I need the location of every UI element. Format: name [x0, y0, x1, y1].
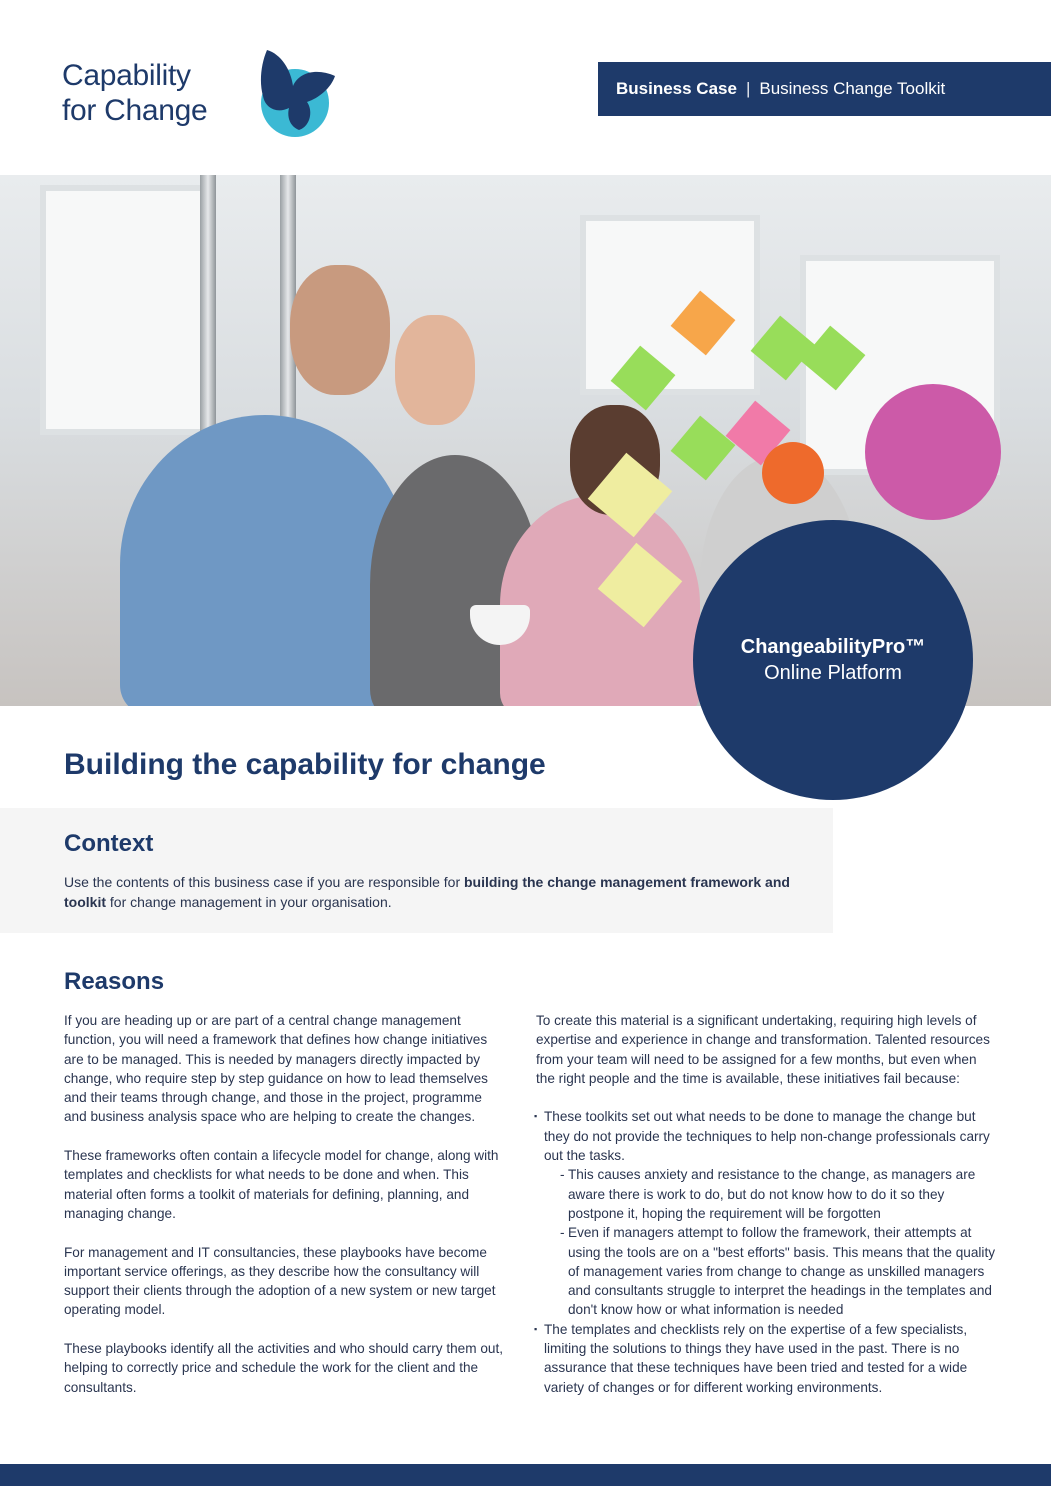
sub-bullet-item: - This causes anxiety and resistance to the change, as managers are aware there is work to do, but do not know how to do it so they postpone it, hoping the requirement will be forgotten [536, 1165, 996, 1223]
person-head [290, 265, 390, 395]
reasons-heading: Reasons [64, 968, 165, 995]
context-text-part: Use the contents of this business case if you are responsible for [64, 874, 464, 890]
doc-type-label: Business Case [616, 79, 737, 98]
paragraph: If you are heading up or are part of a central change management function, you will need a framework that defines how change initiatives are to be managed. This is needed by managers directly impacted by change, who require step by step guidance on how to lead themselves and their teams through change, and those in the project, programme and business analysis space who are helping to create the changes. [64, 1013, 488, 1125]
banner-separator: | [745, 79, 751, 98]
context-text [64, 872, 794, 912]
context-text-part: for change management in your organisation. [106, 894, 392, 910]
logo-line1: Capability [62, 59, 191, 92]
logo-text [62, 58, 207, 128]
series-label: Business Change Toolkit [759, 79, 946, 98]
person-head [395, 315, 475, 425]
badge-product-name: ChangeabilityPro™ [740, 636, 926, 658]
paragraph: These playbooks identify all the activities and who should carry them out, helping to correctly price and schedule the work for the client and the consultants. [64, 1341, 504, 1395]
reasons-left-column [64, 1011, 504, 1416]
orange-decor-circle [762, 442, 824, 504]
page-title: Building the capability for change [64, 748, 546, 781]
person-woman-pink [500, 495, 700, 706]
capability-for-change-logo [62, 48, 352, 138]
person-man-denim [120, 415, 410, 706]
badge-subtitle: Online Platform [764, 662, 902, 684]
context-text-bold: building the change management framework and toolkit [64, 874, 790, 910]
context-heading: Context [64, 830, 154, 857]
bullet-item: ▪ The templates and checklists rely on the expertise of a few specialists, limiting the solutions to things they have used in the past. There is no assurance that these techniques have been tried and tested for a wide variety of changes or for different working environments. [536, 1320, 996, 1397]
reasons-right-column [536, 1011, 996, 1397]
changeabilitypro-badge [693, 520, 973, 800]
paragraph: These frameworks often contain a lifecycle model for change, along with templates and checklists for what needs to be done and when. This material often forms a toolkit of materials for defining, planning, and managing change. [64, 1148, 499, 1221]
window [40, 185, 210, 435]
logo-line2: for Change [62, 94, 208, 127]
window [580, 215, 760, 395]
paragraph: For management and IT consultancies, these playbooks have become important service offerings, as they describe how the consultancy will support their clients through the adoption of a new system or new target operating model. [64, 1244, 496, 1318]
footer-bar [0, 1464, 1051, 1486]
bullet-item: ▪ These toolkits set out what needs to be done to manage the change but they do not provide the techniques to help non-change professionals carry out the tasks. [536, 1107, 996, 1165]
sub-bullet-item: - Even if managers attempt to follow the framework, their attempts at using the tools are on a "best efforts" basis. This means that the quality of management varies from change to change as unskilled managers and consultants struggle to interpret the headings in the templates and don't know how or what information is needed [536, 1223, 996, 1319]
butterfly-icon [247, 48, 342, 138]
pink-decor-circle [865, 384, 1001, 520]
document-type-banner [598, 62, 1051, 116]
sticky-note [671, 416, 736, 481]
context-section [0, 808, 833, 933]
paragraph: To create this material is a significant undertaking, requiring high levels of expertise and experience in change and transformation. Talented resources from your team will need to be assigned for a few months, but even when the right people and the time is available, these initiatives fail because: [536, 1013, 990, 1086]
